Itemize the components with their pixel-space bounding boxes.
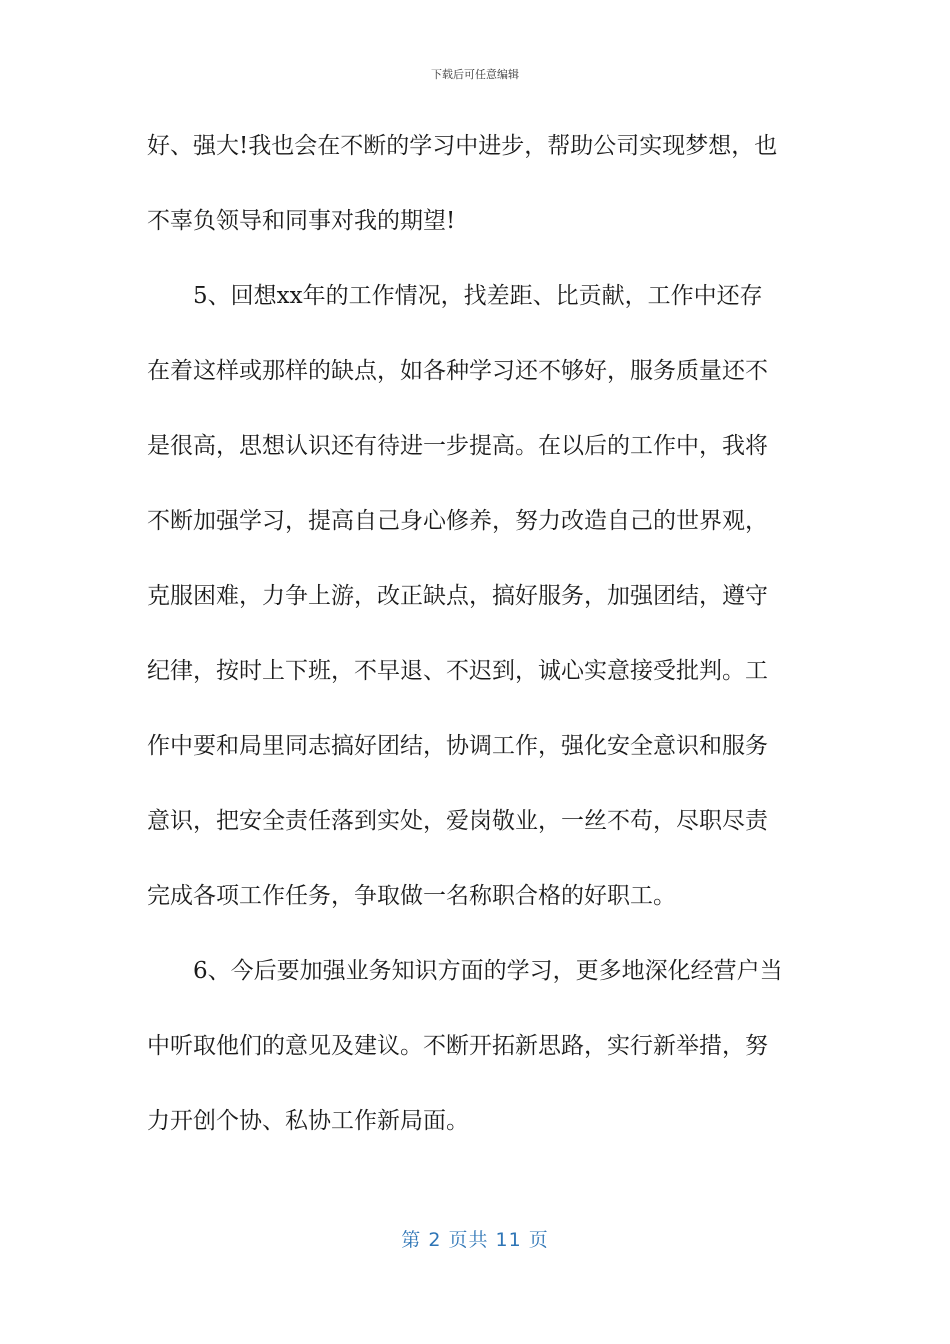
body-line: 中听取他们的意见及建议。不断开拓新思路，实行新举措，努 [147,1033,768,1059]
body-line: 意识，把安全责任落到实处，爱岗敬业，一丝不苟，尽职尽责 [147,808,768,834]
body-line: 不断加强学习，提高自己身心修养，努力改造自己的世界观， [147,508,768,534]
body-line: 是很高，思想认识还有待进一步提高。在以后的工作中，我将 [147,433,768,459]
body-line: 力开创个协、私协工作新局面。 [147,1108,469,1134]
body-line: 不辜负领导和同事对我的期望! [147,208,456,234]
body-line: 作中要和局里同志搞好团结，协调工作，强化安全意识和服务 [147,733,768,759]
document-body [147,126,809,1176]
body-line: 在着这样或那样的缺点，如各种学习还不够好，服务质量还不 [147,358,768,384]
body-line: 好、强大!我也会在不断的学习中进步，帮助公司实现梦想，也 [147,133,778,159]
header-note: 下载后可任意编辑 [431,68,519,81]
body-line: 完成各项工作任务，争取做一名称职合格的好职工。 [147,883,676,909]
paragraph-start-line: 6、今后要加强业务知识方面的学习，更多地深化经营户当 [147,958,783,984]
paragraph-start-line: 5、回想xx年的工作情况，找差距、比贡献，工作中还存 [147,283,763,309]
body-line: 克服困难，力争上游，改正缺点，搞好服务，加强团结，遵守 [147,583,768,609]
page-number-footer: 第 2 页共 11 页 [401,1229,549,1251]
body-line: 纪律，按时上下班，不早退、不迟到，诚心实意接受批判。工 [147,658,768,684]
